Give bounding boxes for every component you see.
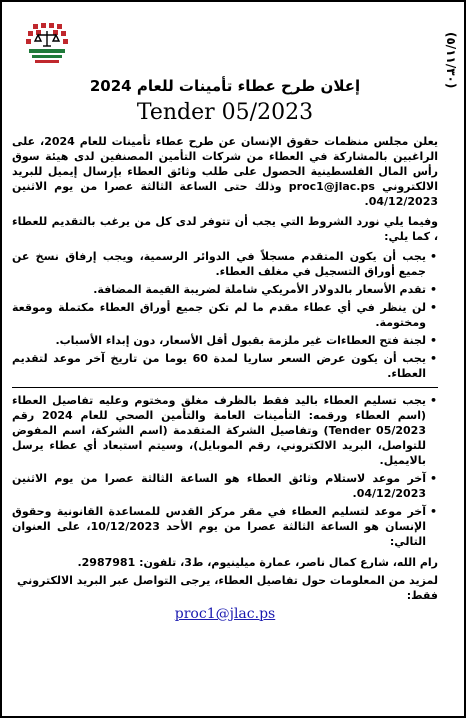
list-item: • آخر موعد لاستلام وثائق العطاء هو الساعة الثالثة عصرا من يوم الاثنين 04/12/2023. xyxy=(12,472,437,500)
bullet-icon: • xyxy=(429,472,437,485)
list-item: • يجب أن يكون عرض السعر ساريا لمدة 60 يوما من تاريخ آخر موعد لتقديم العطاء. xyxy=(12,352,437,380)
list-item: • لن ينظر في أي عطاء مقدم ما لم تكن جميع أوراق العطاء مكتملة وموقعة ومختومة. xyxy=(12,301,437,329)
bullet-icon: • xyxy=(429,352,437,365)
bullet-icon: • xyxy=(429,334,437,347)
conditions-intro: وفيما يلي نورد الشروط التي يجب أن تتوفر لدى كل من يرغب بالتقديم للعطاء ، كما يلي: xyxy=(12,215,438,243)
list-item: • يجب أن يكون المتقدم مسجلاً في الدوائر الرسمية، ويجب إرفاق نسخ عن جميع أوراق التسجيل في مغلف العطاء. xyxy=(12,250,437,278)
list-item: • تقدم الأسعار بالدولار الأمريكي شاملة لضريبة القيمة المضافة. xyxy=(93,283,437,296)
address-line: رام الله، شارع كمال ناصر، عمارة ميلينيوم، ط3، تلفون: 2987981. xyxy=(77,556,438,569)
contact-note: لمزيد من المعلومات حول تفاصيل العطاء، يرجى التواصل عبر البريد الالكتروني فقط: xyxy=(17,574,438,602)
list-item: • آخر موعد لتسليم العطاء في مقر مركز القدس للمساعدة القانونية وحقوق الإنسان هو الساعة الثالثة عصرا من يوم الأحد 10/12/2023، على العنوان التالي: xyxy=(12,505,437,548)
email-link[interactable]: proc1@jlac.ps xyxy=(174,606,276,622)
organization-logo xyxy=(24,22,70,66)
conditions-list xyxy=(12,249,438,381)
bullet-icon: • xyxy=(429,505,437,518)
section-divider xyxy=(12,387,438,388)
announcement-title: إعلان طرح عطاء تأمينات للعام 2024 xyxy=(89,77,361,95)
email-row xyxy=(12,606,438,623)
bullet-icon: • xyxy=(429,301,437,314)
bullet-icon: • xyxy=(429,394,437,407)
announcement-body xyxy=(12,76,438,623)
bullet-icon: • xyxy=(429,283,437,296)
list-item: • لجنة فتح العطاءات غير ملزمة بقبول أقل الأسعار، دون إبداء الأسباب. xyxy=(55,334,437,347)
submission-list xyxy=(12,393,438,549)
list-item: • يجب تسليم العطاء باليد فقط بالظرف مغلق ومختوم وعليه تفاصيل العطاء (اسم العطاء ورقمه: التأمينات العامة والتأمين الصحي للعام 2024 رقم Tender 05/2023) وتفاصيل الشركة المتقدمة (اسم الشركة، اسم المفوض للتواصل، البريد الالكتروني، رقم الموبايل)، وسيتم استبعاد أي عطاء يرسل بالايميل. xyxy=(12,394,437,467)
tender-number: Tender 05/2023 xyxy=(136,100,314,125)
document-reference-code: (٥/١١/٣٠) xyxy=(444,32,458,89)
intro-paragraph: يعلن مجلس منظمات حقوق الإنسان عن طرح عطاء تأمينات للعام 2024، على الراغبين بالمشاركة في العطاء من شركات التأمين المصنفين لدى هيئة سوق رأس المال الفلسطينية الحصول على طلب وثائق العطاء بإرسال إيميل للبريد الالكتروني proc1@jlac.ps وذلك حتى الساعة الثالثة عصرا من يوم الاثنين 04/12/2023. xyxy=(12,135,439,208)
bullet-icon: • xyxy=(429,250,437,263)
